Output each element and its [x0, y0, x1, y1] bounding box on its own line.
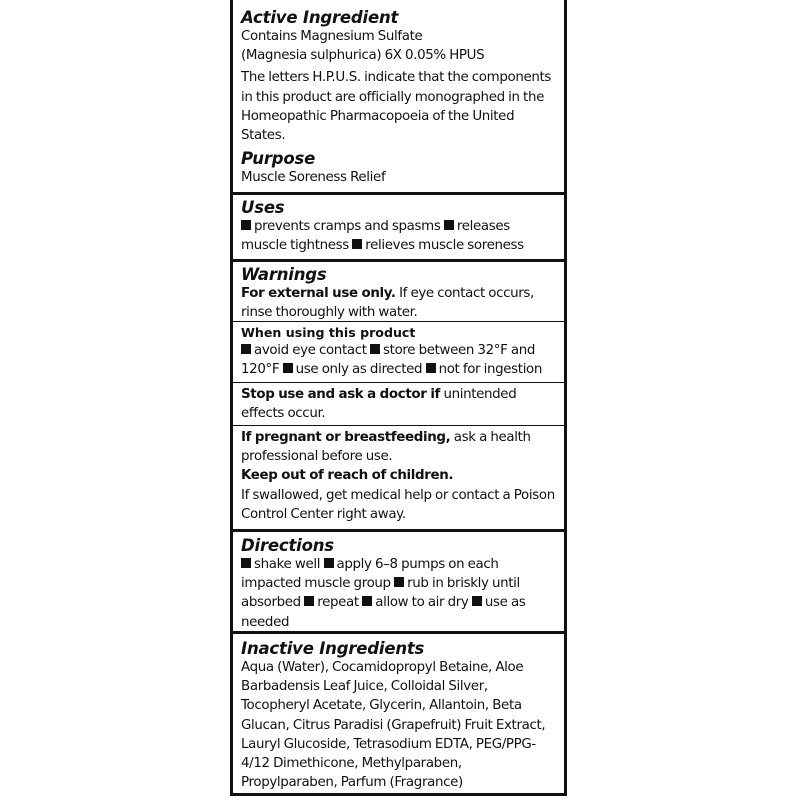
subsection-divider [233, 321, 564, 322]
uses-item: prevents cramps and spasms [254, 219, 441, 234]
bullet-icon [472, 596, 482, 606]
bullet-icon [241, 344, 251, 354]
bullet-icon [362, 596, 372, 606]
directions-item: shake well [254, 557, 321, 572]
warnings-section [233, 265, 564, 322]
uses-list [241, 217, 558, 255]
bullet-icon [241, 558, 251, 568]
when-using-item: store between 32°F and 120°F [241, 343, 536, 378]
subsection-divider [233, 382, 564, 383]
stop-use-text: unintended effects occur. [241, 387, 517, 422]
bullet-icon [304, 596, 314, 606]
when-using-item: not for ingestion [438, 362, 543, 378]
external-use-bold: For external use only. [241, 286, 396, 301]
bullet-icon [324, 558, 334, 568]
bullet-icon [370, 344, 380, 354]
uses-item: releases muscle tightness [241, 219, 510, 254]
bullet-icon [283, 363, 293, 373]
pregnancy-bold: If pregnant or breastfeeding, [241, 430, 451, 445]
drug-facts-panel [230, 0, 567, 796]
bullet-icon [444, 220, 454, 230]
directions-item: rub in briskly until absorbed [241, 576, 520, 611]
directions-item: repeat [317, 595, 359, 611]
active-ingredient-line2: (Magnesia sulphurica) 6X 0.05% HPUS [241, 48, 485, 64]
active-ingredient-line1: Contains Magnesium Sulfate [241, 29, 423, 44]
children-warning-text: If swallowed, get medical help or contact a Poison Control Center right away. [241, 487, 555, 522]
children-warning-heading: Keep out of reach of children. [241, 468, 454, 484]
external-use-warning [241, 284, 558, 322]
purpose-heading: Purpose [241, 149, 316, 168]
stop-use-bold: Stop use and ask a doctor if [241, 387, 441, 402]
hpus-note: The letters H.P.U.S. indicate that the components in this product are officially monographed in the Homeopathic Pharmacopoeia of the United States. [241, 70, 552, 144]
pregnancy-warning [241, 428, 558, 466]
directions-item: use as needed [241, 595, 526, 630]
bullet-icon [352, 239, 362, 249]
bullet-icon [394, 577, 404, 587]
section-divider [233, 529, 564, 532]
when-using-section [233, 324, 564, 379]
subsection-divider [233, 425, 564, 426]
purpose-text: Muscle Soreness Relief [241, 170, 386, 185]
bullet-icon [241, 220, 251, 230]
inactive-ingredients-text: Aqua (Water), Cocamidopropyl Betaine, Aloe Barbadensis Leaf Juice, Colloidal Silver, Tocopheryl Acetate, Glycerin, Allantoin, Beta Glucan, Citrus Paradisi (Grapefruit) Fruit Extract, Lauryl Glucoside, Tetrasodium EDTA, PEG/PPG-4/12 Dimethicone, Methylparaben, Propylparaben, Parfum (Fragrance) [241, 660, 546, 791]
uses-heading: Uses [241, 198, 285, 217]
directions-item: allow to air dry [375, 595, 469, 611]
warnings-heading: Warnings [241, 265, 327, 284]
stop-use-section [233, 385, 564, 423]
uses-item: relieves muscle soreness [365, 238, 524, 254]
when-using-heading: When using this product [241, 325, 416, 340]
inactive-ingredients-heading: Inactive Ingredients [241, 639, 425, 658]
section-divider [233, 192, 564, 195]
when-using-item: use only as directed [295, 362, 423, 378]
directions-item: apply 6–8 pumps on each impacted muscle group [241, 557, 499, 592]
directions-section [233, 536, 564, 632]
section-divider [233, 259, 564, 262]
stop-use-warning [241, 385, 558, 423]
pregnancy-children-section [233, 428, 564, 524]
pregnancy-text: ask a health professional before use. [241, 430, 531, 465]
external-use-text: If eye contact occurs, rinse thoroughly with water. [241, 286, 534, 321]
section-divider [233, 631, 564, 634]
directions-list [241, 555, 558, 632]
uses-section [233, 198, 564, 255]
when-using-list [241, 341, 558, 379]
active-ingredient-heading: Active Ingredient [241, 8, 399, 27]
purpose-section [233, 149, 564, 187]
directions-heading: Directions [241, 536, 334, 555]
inactive-ingredients-section [233, 639, 564, 792]
when-using-item: avoid eye contact [254, 343, 367, 358]
bullet-icon [426, 363, 436, 373]
active-ingredient-section [233, 8, 564, 145]
